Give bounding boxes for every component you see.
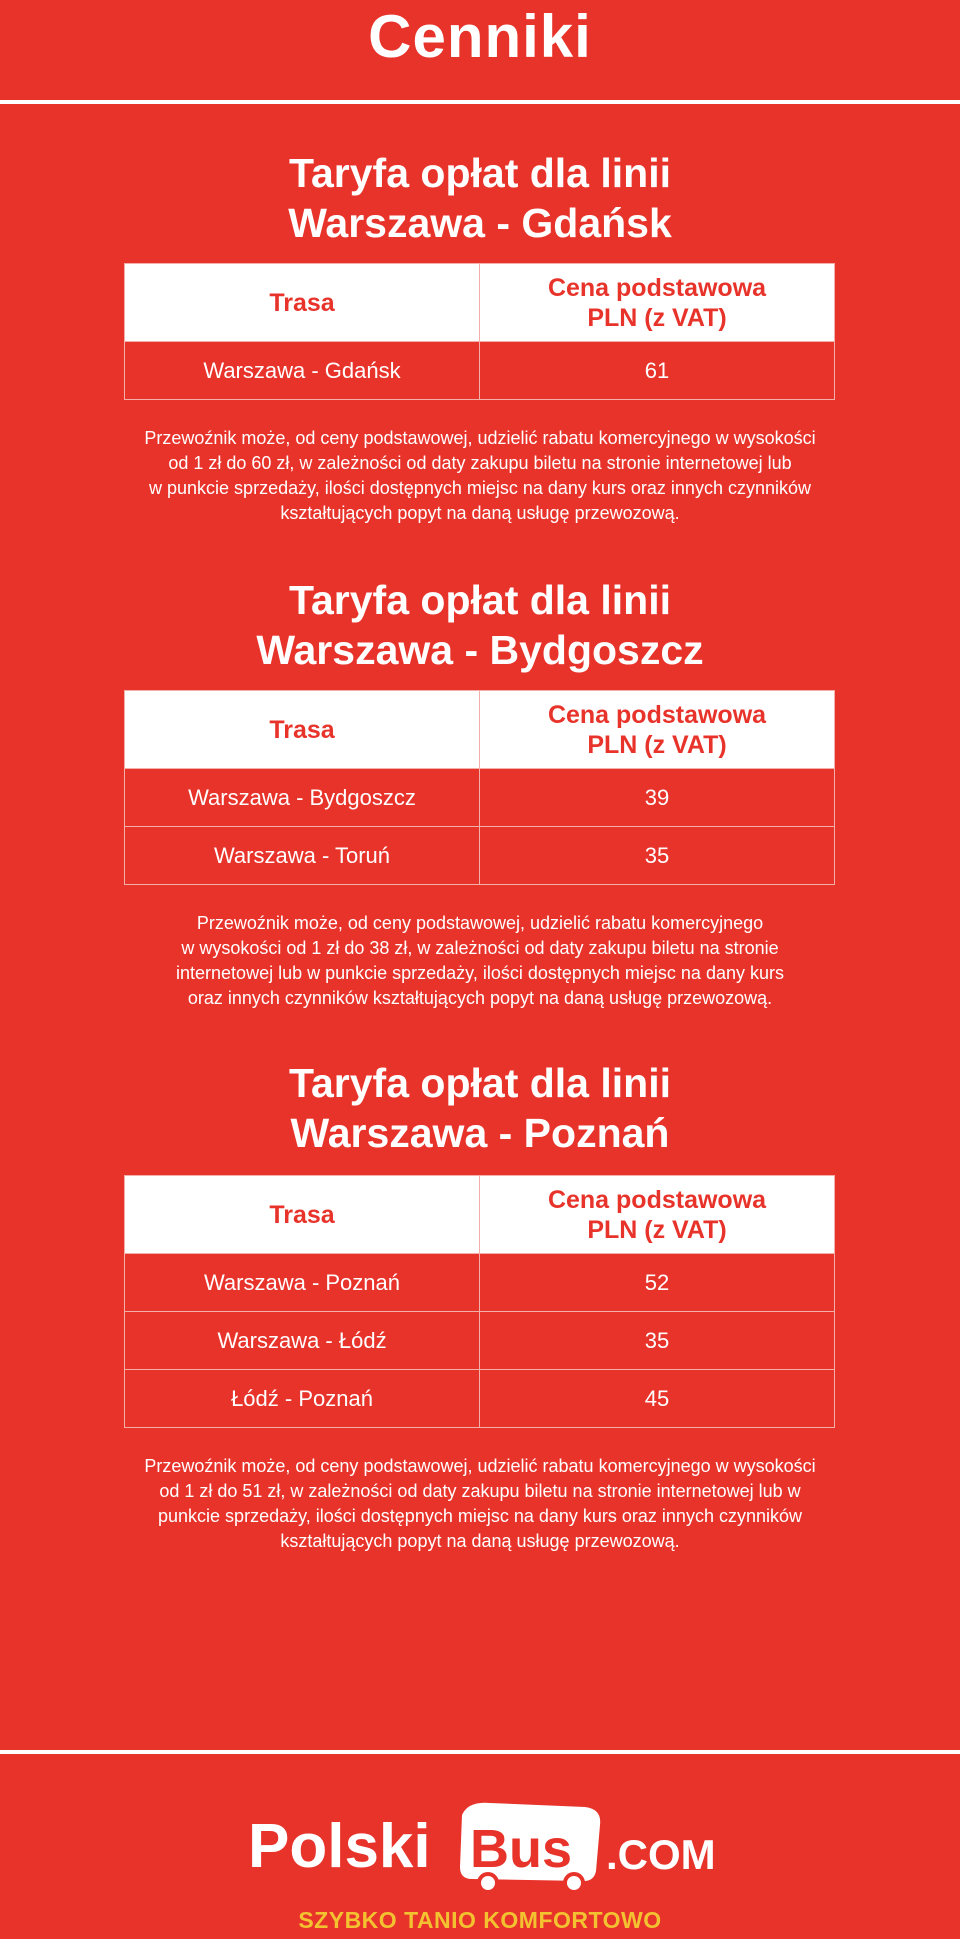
logo-polski-text: Polski — [248, 1812, 431, 1881]
header-price-line2: PLN (z VAT) — [587, 1215, 727, 1244]
section-title — [0, 1058, 960, 1158]
table-header — [125, 691, 835, 769]
price-cell: 35 — [480, 827, 835, 885]
section-title-line2: Warszawa - Bydgoszcz — [256, 627, 704, 673]
table-header — [125, 264, 835, 342]
table-row — [125, 1312, 835, 1370]
header-price — [480, 1176, 835, 1254]
tariff-section-bydgoszcz — [0, 575, 960, 675]
route-cell: Warszawa - Toruń — [125, 827, 480, 885]
price-cell: 35 — [480, 1312, 835, 1370]
route-cell: Warszawa - Bydgoszcz — [125, 769, 480, 827]
route-cell: Łódź - Poznań — [125, 1370, 480, 1428]
note-line: oraz innych czynników kształtujących popyt na daną usługę przewozową. — [187, 988, 773, 1008]
discount-note — [70, 426, 890, 526]
header-route: Trasa — [125, 264, 480, 342]
note-line: Przewoźnik może, od ceny podstawowej, udzielić rabatu komercyjnego — [196, 913, 764, 933]
header-price-line2: PLN (z VAT) — [587, 730, 727, 759]
section-title — [0, 575, 960, 675]
table-row — [125, 1370, 835, 1428]
note-line: punkcie sprzedaży, ilości dostępnych miejsc na dany kurs oraz innych czynników — [158, 1506, 802, 1526]
section-title-line2: Warszawa - Gdańsk — [288, 200, 672, 246]
note-line: internetowej lub w punkcie sprzedaży, ilości dostępnych miejsc na dany kurs — [176, 963, 784, 983]
tariff-section-gdansk — [0, 148, 960, 248]
table-row — [125, 827, 835, 885]
header-route: Trasa — [125, 691, 480, 769]
price-cell: 52 — [480, 1254, 835, 1312]
section-title-line1: Taryfa opłat dla linii — [289, 1060, 671, 1106]
slogan: SZYBKO TANIO KOMFORTOWO — [298, 1907, 662, 1933]
tariff-section-poznan — [0, 1058, 960, 1158]
route-cell: Warszawa - Poznań — [125, 1254, 480, 1312]
section-title-line1: Taryfa opłat dla linii — [289, 577, 671, 623]
header-price — [480, 691, 835, 769]
note-line: w wysokości od 1 zł do 38 zł, w zależności od daty zakupu biletu na stronie — [181, 938, 779, 958]
header-price-line1: Cena podstawowa — [547, 1185, 767, 1214]
discount-note — [70, 911, 890, 1011]
divider — [0, 100, 960, 104]
divider — [0, 1750, 960, 1754]
section-title — [0, 148, 960, 248]
price-cell: 61 — [480, 342, 835, 400]
header-price-line2: PLN (z VAT) — [587, 303, 727, 332]
note-line: od 1 zł do 51 zł, w zależności od daty zakupu biletu na stronie internetowej lub w — [159, 1481, 801, 1501]
note-line: od 1 zł do 60 zł, w zależności od daty zakupu biletu na stronie internetowej lub — [168, 453, 792, 473]
page-title: Cenniki — [368, 3, 592, 70]
polskibus-logo — [240, 1795, 740, 1895]
route-cell: Warszawa - Łódź — [125, 1312, 480, 1370]
price-cell: 39 — [480, 769, 835, 827]
price-cell: 45 — [480, 1370, 835, 1428]
table-row — [125, 1254, 835, 1312]
tariff-table-poznan — [124, 1175, 835, 1428]
tariff-table-bydgoszcz — [124, 690, 835, 885]
header-price-line1: Cena podstawowa — [547, 700, 767, 729]
logo-bus-text: Bus — [470, 1819, 573, 1879]
route-cell: Warszawa - Gdańsk — [125, 342, 480, 400]
note-line: Przewoźnik może, od ceny podstawowej, udzielić rabatu komercyjnego w wysokości — [144, 1456, 816, 1476]
table-header — [125, 1176, 835, 1254]
table-row — [125, 342, 835, 400]
note-line: kształtujących popyt na daną usługę przewozową. — [280, 1531, 680, 1551]
header-price-line1: Cena podstawowa — [547, 273, 767, 302]
note-line: Przewoźnik może, od ceny podstawowej, udzielić rabatu komercyjnego w wysokości — [144, 428, 816, 448]
logo-com-text: .COM — [606, 1831, 716, 1878]
discount-note — [70, 1454, 890, 1554]
bus-badge — [460, 1803, 600, 1892]
note-line: kształtujących popyt na daną usługę przewozową. — [280, 503, 680, 523]
note-line: w punkcie sprzedaży, ilości dostępnych miejsc na dany kurs oraz innych czynników — [149, 478, 811, 498]
section-title-line1: Taryfa opłat dla linii — [289, 150, 671, 196]
header-route: Trasa — [125, 1176, 480, 1254]
table-row — [125, 769, 835, 827]
tariff-table-gdansk — [124, 263, 835, 400]
header-price — [480, 264, 835, 342]
section-title-line2: Warszawa - Poznań — [290, 1110, 670, 1156]
